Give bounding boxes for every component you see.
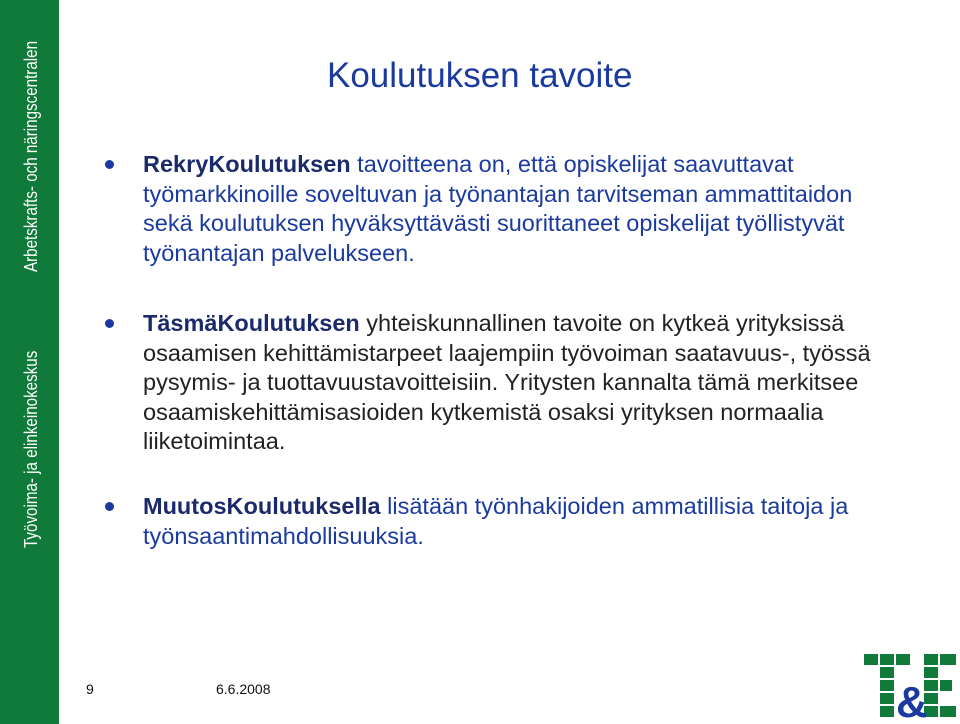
bullet-dot-icon: [105, 319, 114, 328]
bullet-text: [143, 150, 903, 268]
bullet-body: yhteiskunnallinen tavoite on kytkeä yrityksissä osaamisen kehittämistarpeet laajempiin työvoiman saatavuus-, työssä pysymis- ja tuottavuustavoitteisiin. Yritysten kannalta tämä merkitsee osaamiskehittämisasioiden kytkemistä osaksi yrityksen normaalia liiketoimintaa.: [143, 310, 871, 454]
bullet-strong-term: RekryKoulutuksen: [143, 151, 351, 177]
te-logo-icon: [862, 651, 958, 721]
bullet-strong-term: TäsmäKoulutuksen: [143, 310, 360, 336]
sidebar-text-finnish: Työvoima- ja elinkeinokeskus: [20, 350, 41, 548]
footer-date: 6.6.2008: [216, 681, 271, 697]
bullet-body: lisätään työnhakijoiden ammatillisia taitoja ja työnsaantimahdollisuuksia.: [143, 493, 849, 549]
bullet-dot-icon: [105, 160, 114, 169]
sidebar-text-swedish: Arbetskrafts- och näringscentralen: [20, 40, 41, 273]
bullet-text: [143, 309, 903, 457]
page-number: 9: [86, 681, 94, 697]
bullet-dot-icon: [105, 502, 114, 511]
svg-text:&: &: [896, 678, 928, 721]
slide-title: Koulutuksen tavoite: [327, 56, 633, 95]
sidebar-band: [0, 0, 59, 724]
bullet-strong-term: MuutosKoulutuksella: [143, 493, 381, 519]
bullet-body: tavoitteena on, että opiskelijat saavuttavat työmarkkinoille soveltuvan ja työnantajan tarvitseman ammattitaidon sekä koulutuksen hyväksyttävästi suorittaneet opiskelijat työllistyvät työnantajan palvelukseen.: [143, 151, 853, 266]
sidebar-text-container: [0, 0, 59, 724]
bullet-text: [143, 492, 903, 551]
